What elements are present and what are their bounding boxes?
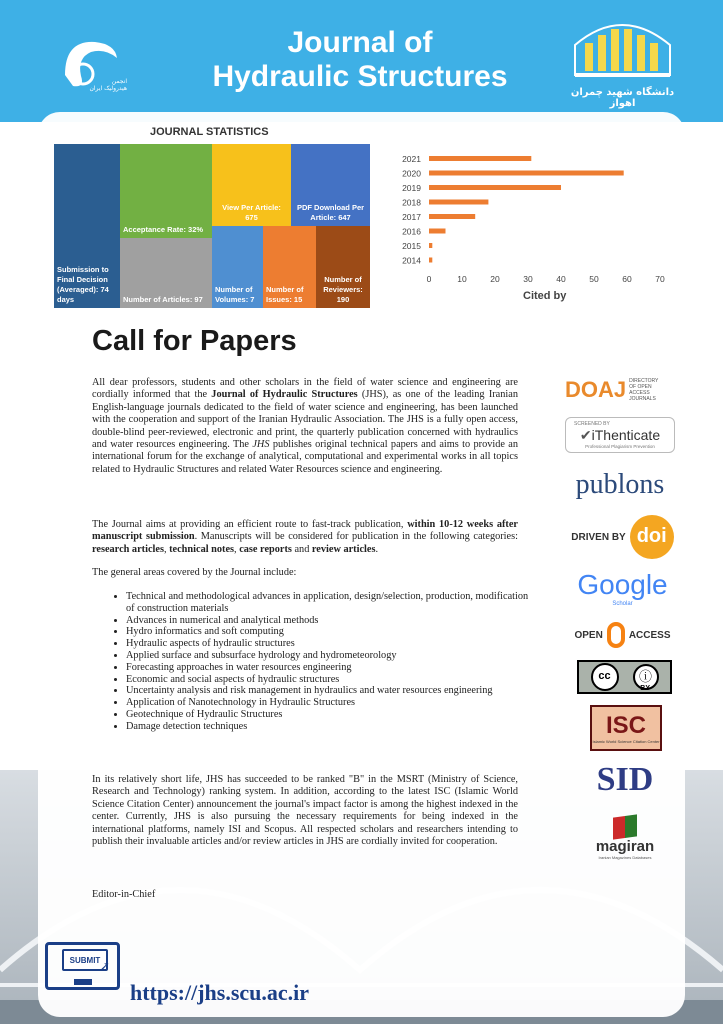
stat-tile-label: Submission to Final Decision (Averaged): 74 days [57, 265, 109, 304]
google-scholar-logo[interactable]: Google Scholar [577, 569, 668, 607]
stat-tile-label: Acceptance Rate: 32% [123, 225, 204, 234]
y-tick-label: 2014 [402, 255, 421, 266]
x-tick-label: 70 [655, 274, 665, 284]
stat-tile-reviewers [316, 226, 370, 308]
intro-paragraph: All dear professors, students and other scholars in the field of water science and engineering are cordially informed that the Journal of Hydraulic Structures (JHS), as one of the leading Iranian English-language journals dedicated to the field of water science and engineering, has been launched with the cooperation and support of the Iranian Hydraulic Association. The JHS is a fully open access, double-blind peer-reviewed, electronic and print, the quarterly publication concerned with hydraulics and water resources engineering. The JHS publishes original technical papers and aims to provide an international forum for the exchange of analytical, computational and experimental works in all topics related to Hydraulic Structures and related Water Resources science and engineering. [92, 377, 518, 475]
topic-item: • Advances in numerical and analytical methods [126, 615, 536, 627]
stat-tile-label: Number of Volumes: 7 [215, 285, 255, 304]
topic-item: • Application of Nanotechnology in Hydraulic Structures [126, 697, 536, 709]
page-heading: Call for Papers [92, 325, 297, 357]
citation-bar [429, 229, 446, 234]
stat-tile-label: PDF Download Per Article: 647 [296, 203, 365, 222]
topic-list [110, 591, 536, 733]
title-line-1: Journal of [287, 26, 433, 59]
topic-item: • Economic and social aspects of hydraulic structures [126, 674, 536, 686]
stat-tile-label: Number of Issues: 15 [266, 285, 304, 304]
check-icon: ✔ [579, 427, 592, 443]
signature: Editor-in-Chief [92, 889, 156, 900]
x-tick-label: 60 [622, 274, 632, 284]
university-logo [560, 15, 685, 107]
citation-bar [429, 185, 561, 190]
stat-tile-issues [263, 226, 316, 308]
stat-tile-volumes [212, 226, 263, 308]
topic-item: • Technical and methodological advances in application, design/selection, production, modification of construction materials [126, 591, 536, 615]
stat-tile-label: Number of Reviewers: 190 [323, 275, 363, 304]
stat-tile-label: View Per Article: 675 [222, 203, 281, 222]
cursor-icon: ➚ [100, 959, 111, 973]
open-lock-icon [607, 622, 625, 648]
hydraulic-association-logo [55, 30, 125, 100]
isc-logo[interactable]: ISC Islamic World Science Citation Center [590, 705, 662, 751]
topic-item: • Hydro informatics and soft computing [126, 626, 536, 638]
right-logo-text: دانشگاه شهید چمران اهواز [570, 87, 675, 109]
journal-name-bold: Journal of Hydraulic Structures [211, 389, 358, 401]
x-tick-label: 50 [589, 274, 599, 284]
stat-tile-label: Number of Articles: 97 [123, 295, 203, 304]
citation-bar [429, 258, 432, 263]
x-tick-label: 40 [556, 274, 566, 284]
citation-bar [429, 171, 624, 176]
y-tick-label: 2020 [402, 168, 421, 179]
person-icon: ⓘ [633, 664, 659, 690]
topic-item: • Hydraulic aspects of hydraulic structures [126, 638, 536, 650]
chart-x-label: Cited by [523, 290, 567, 302]
stat-tile-articles [120, 238, 212, 308]
x-tick-label: 30 [523, 274, 533, 284]
topic-item: • Damage detection techniques [126, 721, 536, 733]
citation-bar [429, 156, 531, 161]
y-tick-label: 2019 [402, 183, 421, 193]
stat-tile-submission [54, 144, 120, 308]
x-tick-label: 20 [490, 274, 500, 284]
citation-bar [429, 214, 475, 219]
left-logo-text: انجمن هیدرولیک ایران [89, 78, 127, 92]
y-tick-label: 2017 [402, 212, 421, 222]
topic-item: • Uncertainty analysis and risk management in hydraulics and water resources engineering [126, 685, 536, 697]
doaj-logo[interactable]: DOAJ DIRECTORY OF OPEN ACCESS JOURNALS [565, 377, 659, 402]
title-line-2: Hydraulic Structures [212, 60, 508, 93]
x-tick-label: 0 [426, 274, 432, 284]
citation-bar [429, 243, 432, 248]
stat-tile-acceptance [120, 144, 212, 238]
stat-tile-views [212, 144, 291, 226]
submit-label: SUBMIT [69, 955, 101, 965]
x-tick-label: 10 [457, 274, 467, 284]
doi-logo[interactable]: DRIVEN BY doi [565, 515, 680, 559]
open-access-logo[interactable]: OPEN ACCESS [565, 618, 680, 652]
topic-item: • Forecasting approaches in water resources engineering [126, 662, 536, 674]
sid-logo[interactable]: SID [596, 761, 654, 798]
y-tick-label: 2018 [402, 197, 421, 208]
publication-paragraph: The Journal aims at providing an efficient route to fast-track publication, within 10-12 weeks after manuscript submission. Manuscripts will be considered for publication in the following categories: research articles, technical notes, case reports and review articles. [92, 519, 518, 555]
ithenticate-logo[interactable]: SCREENED BY ✔iThenticate Professional Plagiarism Prevention [565, 417, 675, 453]
journal-url-link[interactable]: https://jhs.scu.ac.ir [130, 980, 310, 1005]
magiran-logo[interactable]: magiran Iranian Magazines Databases [585, 810, 665, 866]
creative-commons-logo[interactable]: cc ⓘ BY [577, 660, 672, 694]
y-tick-label: 2016 [402, 226, 421, 237]
university-emblem-icon [560, 15, 685, 85]
cited-by-chart [392, 150, 672, 290]
journal-title [170, 26, 550, 94]
y-tick-label: 2021 [402, 154, 421, 164]
y-tick-label: 2015 [402, 241, 421, 251]
stat-tile-downloads [291, 144, 370, 226]
book-icon [613, 814, 637, 839]
stats-title: JOURNAL STATISTICS [150, 126, 269, 138]
publons-logo[interactable]: publons [575, 469, 665, 500]
topic-item: • Applied surface and subsurface hydrology and hydrometeorology [126, 650, 536, 662]
topic-item: • Geotechnique of Hydraulic Structures [126, 709, 536, 721]
areas-intro: The general areas covered by the Journal include: [92, 567, 297, 578]
ranking-paragraph: In its relatively short life, JHS has succeeded to be ranked "B" in the MSRT (Ministry of Science, Research and Technology) ranking system. In addition, according to the latest ISC (Islamic World Science Citation Center) announcement the journal's impact factor is among the highest indexed in the center. Currently, JHS is also pursuing the necessary requirements for being indexed in the international platforms, namely ISI and Scopus. All respected scholars and researchers intending to publish their invaluable articles and/or review articles in JHS are cordially invited for cooperation. [92, 774, 518, 848]
submit-button[interactable] [45, 942, 120, 990]
citation-bar [429, 200, 488, 205]
